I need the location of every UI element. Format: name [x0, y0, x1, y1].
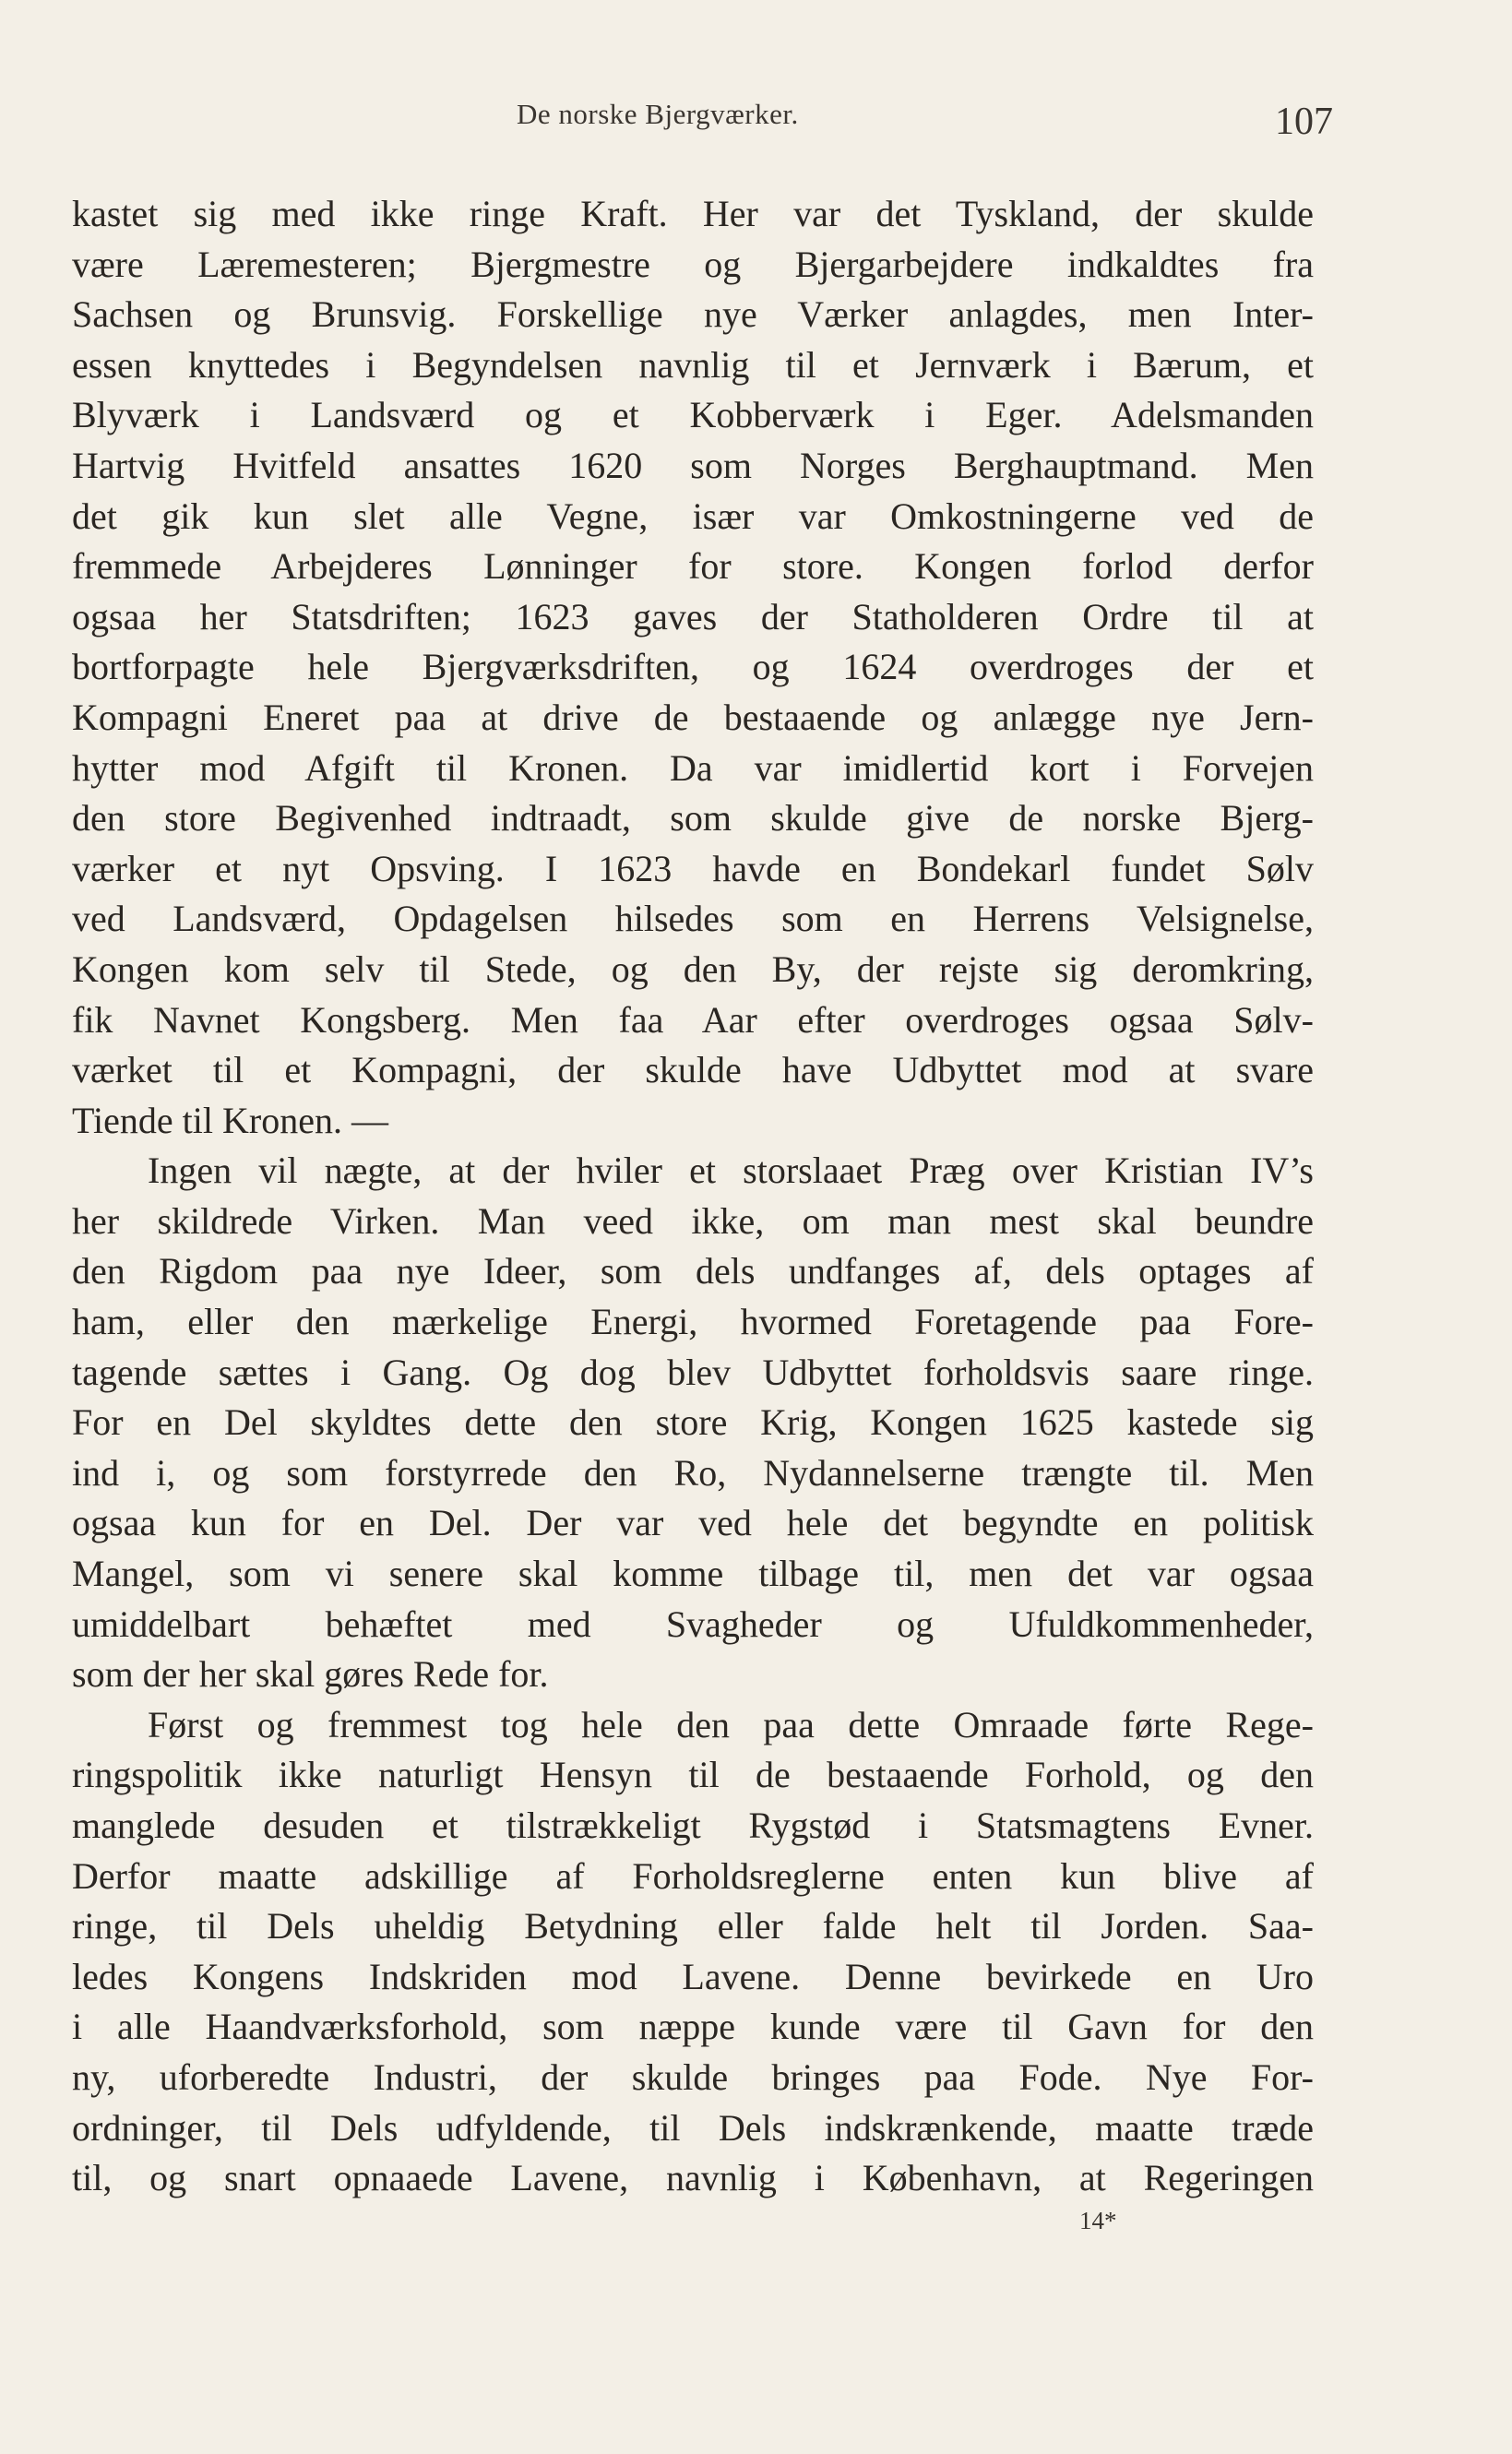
text-line: det gik kun slet alle Vegne, især var Omkostningerne ved de — [72, 494, 1314, 537]
text-line: Kongen kom selv til Stede, og den By, der rejste sig deromkring, — [72, 947, 1314, 990]
text-line: Kompagni Eneret paa at drive de bestaaende og anlægge nye Jern- — [72, 696, 1314, 738]
text-line: ringspolitik ikke naturligt Hensyn til de bestaaende Forhold, og den — [72, 1754, 1314, 1796]
text-line: For en Del skyldtes dette den store Krig, Kongen 1625 kastede sig — [72, 1401, 1314, 1444]
text-line: Hartvig Hvitfeld ansattes 1620 som Norges Berghauptmand. Men — [72, 444, 1314, 486]
text-line: værker et nyt Opsving. I 1623 havde en Bondekarl fundet Sølv — [72, 847, 1314, 889]
text-line: den store Begivenhed indtraadt, som skulde give de norske Bjerg- — [72, 797, 1314, 840]
text-line: Tiende til Kronen. — — [72, 1099, 388, 1141]
text-line: Mangel, som vi senere skal komme tilbage til, men det var ogsaa — [72, 1553, 1314, 1595]
text-line: ordninger, til Dels udfyldende, til Dels indskrænkende, maatte træde — [72, 2106, 1314, 2149]
text-line: fik Navnet Kongsberg. Men faa Aar efter overdroges ogsaa Sølv- — [72, 998, 1314, 1041]
text-line: ham, eller den mærkelige Energi, hvormed Foretagende paa Fore- — [72, 1301, 1314, 1343]
text-line: i alle Haandværksforhold, som næppe kunde være til Gavn for den — [72, 2006, 1314, 2048]
text-line: ringe, til Dels uheldig Betydning eller falde helt til Jorden. Saa- — [72, 1905, 1314, 1948]
text-line: Derfor maatte adskillige af Forholdsreglerne enten kun blive af — [72, 1854, 1314, 1897]
text-line: være Læremesteren; Bjergmestre og Bjergarbejdere indkaldtes fra — [72, 243, 1314, 285]
text-line: hytter mod Afgift til Kronen. Da var imidlertid kort i Forvejen — [72, 746, 1314, 789]
text-line: umiddelbart behæftet med Svagheder og Ufuldkommenheder, — [72, 1602, 1314, 1645]
paragraph-first-line: Ingen vil nægte, at der hviler et storslaaet Præg over Kristian IV’s — [148, 1150, 1314, 1192]
text-line: essen knyttedes i Begyndelsen navnlig til et Jernværk i Bærum, et — [72, 343, 1314, 386]
text-line: til, og snart opnaaede Lavene, navnlig i København, at Regeringen — [72, 2157, 1314, 2199]
text-line: ved Landsværd, Opdagelsen hilsedes som en Herrens Velsignelse, — [72, 898, 1314, 940]
running-head-title: De norske Bjergværker. — [517, 98, 799, 130]
page-number: 107 — [1275, 101, 1333, 143]
text-line: ind i, og som forstyrrede den Ro, Nydannelserne trængte til. Men — [72, 1451, 1314, 1494]
text-line: den Rigdom paa nye Ideer, som dels undfanges af, dels optages af — [72, 1250, 1314, 1293]
paragraph-first-line: Først og fremmest tog hele den paa dette Omraade førte Rege- — [148, 1703, 1314, 1745]
text-line: manglede desuden et tilstrækkeligt Rygstød i Statsmagtens Evner. — [72, 1805, 1314, 1846]
text-line: her skildrede Virken. Man veed ikke, om man mest skal beundre — [72, 1199, 1314, 1242]
body-text — [72, 189, 1314, 2204]
text-line: fremmede Arbejderes Lønninger for store. Kongen forlod derfor — [72, 545, 1314, 588]
text-line: Sachsen og Brunsvig. Forskellige nye Værker anlagdes, men Inter- — [72, 293, 1314, 336]
text-line: kastet sig med ikke ringe Kraft. Her var det Tyskland, der skulde — [72, 193, 1314, 234]
text-line: ny, uforberedte Industri, der skulde bringes paa Fode. Nye For- — [72, 2055, 1314, 2098]
text-line: Blyværk i Landsværd og et Kobberværk i Eger. Adelsmanden — [72, 394, 1314, 436]
text-line: ledes Kongens Indskriden mod Lavene. Denne bevirkede en Uro — [72, 1955, 1314, 1997]
text-line: ogsaa her Statsdriften; 1623 gaves der Statholderen Ordre til at — [72, 595, 1314, 637]
text-line: bortforpagte hele Bjergværksdriften, og 1624 overdroges der et — [72, 646, 1314, 688]
text-line: som der her skal gøres Rede for. — [72, 1653, 549, 1696]
text-line: ogsaa kun for en Del. Der var ved hele det begyndte en politisk — [72, 1502, 1314, 1544]
signature-mark: 14* — [1079, 2207, 1117, 2234]
text-line: tagende sættes i Gang. Og dog blev Udbyttet forholdsvis saare ringe. — [72, 1351, 1314, 1393]
text-line: værket til et Kompagni, der skulde have Udbyttet mod at svare — [72, 1049, 1314, 1091]
